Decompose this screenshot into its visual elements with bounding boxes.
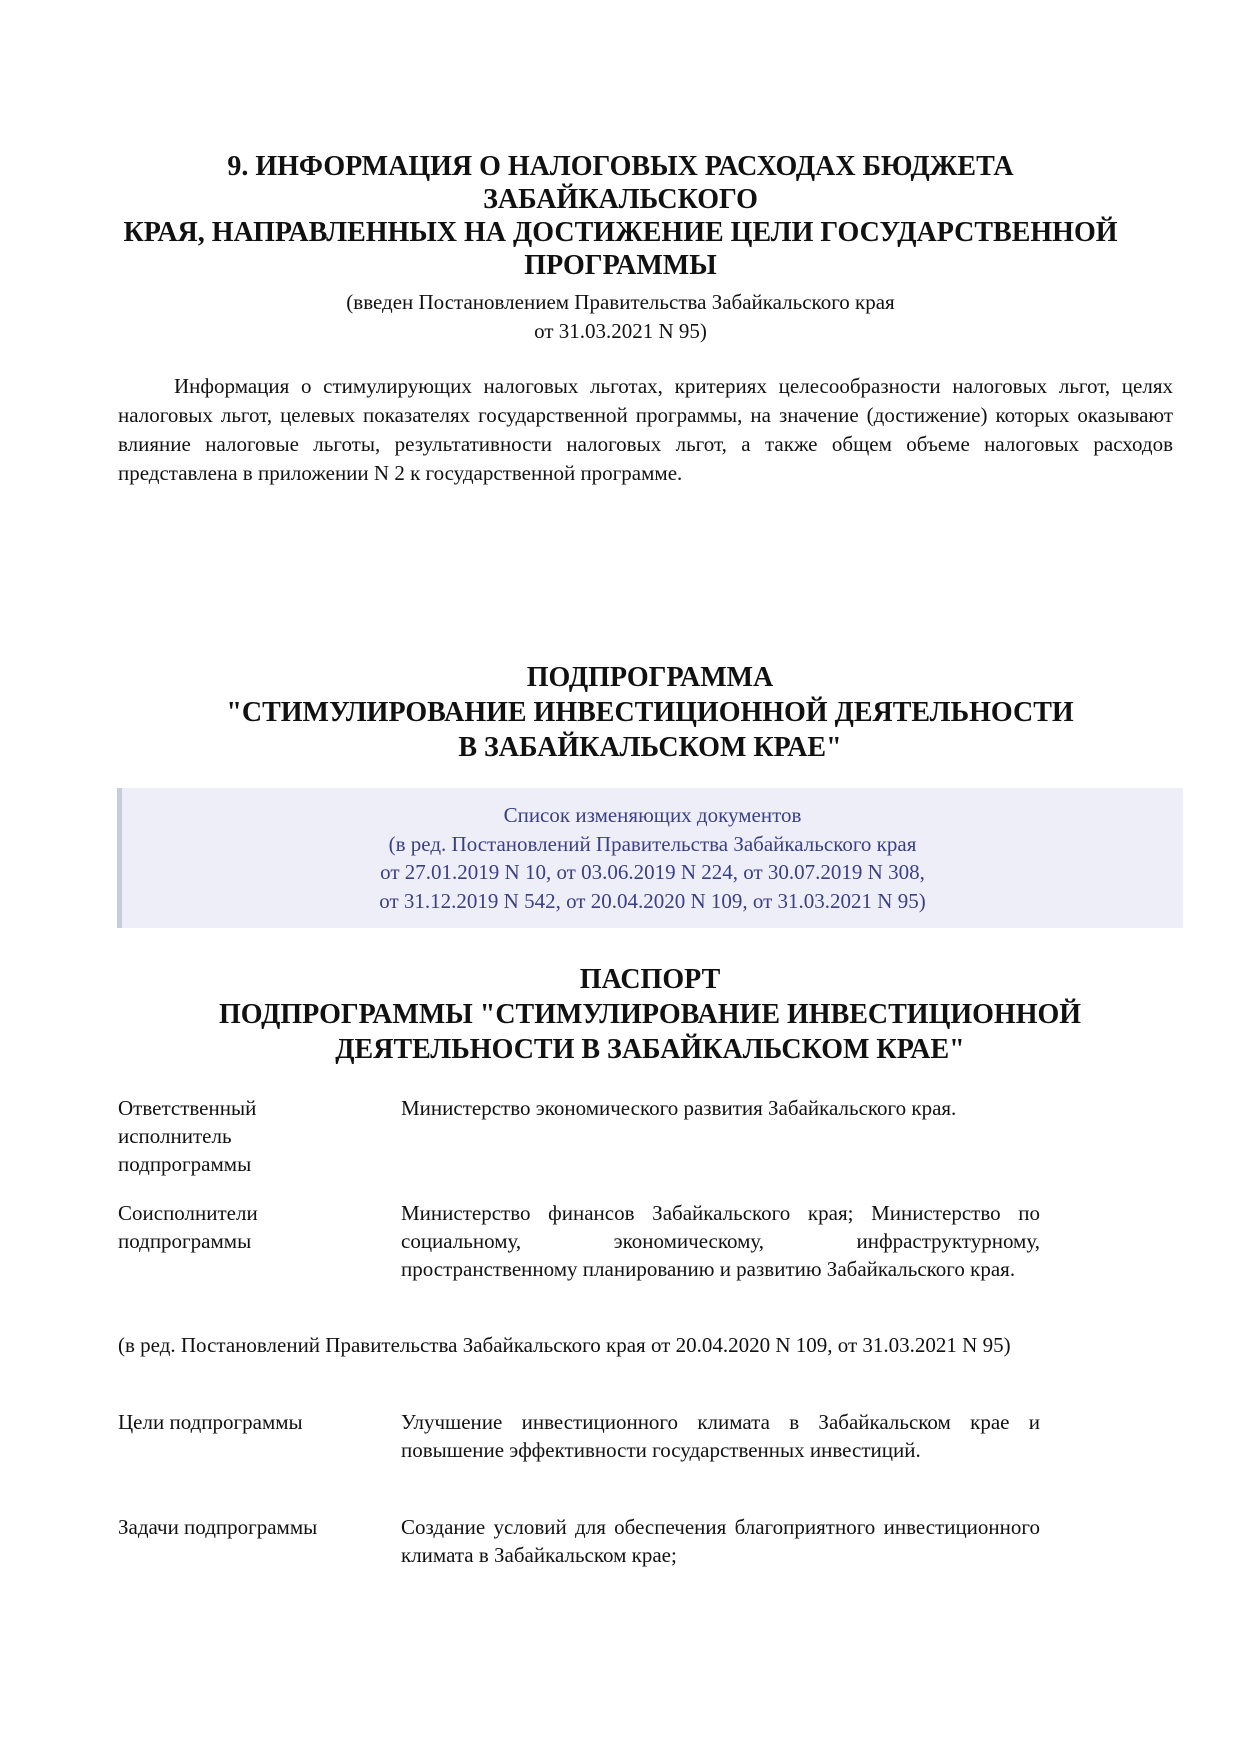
subprogram-title-line: "СТИМУЛИРОВАНИЕ ИНВЕСТИЦИОННОЙ ДЕЯТЕЛЬНОСТИ <box>226 697 1074 728</box>
passport-title-line: ПОДПРОГРАММЫ "СТИМУЛИРОВАНИЕ ИНВЕСТИЦИОННОЙ <box>218 999 1082 1030</box>
row-value: Министерство финансов Забайкальского края; Министерство по социальному, экономическому, инфраструктурному, пространственному планированию и развитию Забайкальского края. <box>401 1201 1040 1281</box>
passport-title-line: ПАСПОРТ <box>579 964 721 995</box>
amending-documents-line: от 27.01.2019 N 10, от 03.06.2019 N 224, от 30.07.2019 N 308, <box>380 860 925 884</box>
subprogram-title <box>110 660 1190 765</box>
row-label: Задачи подпрограммы <box>118 1515 318 1539</box>
tax-info-paragraph: Информация о стимулирующих налоговых льготах, критериях целесообразности налоговых льгот, целях налоговых льгот, целевых показателях государственной программы, на значение (достижение) которых оказывают влияние налоговые льготы, результативности налоговых льгот, а также общем объеме налоговых расходов представлена в приложении N 2 к государственной программе. <box>118 374 1173 485</box>
passport-title <box>110 962 1190 1067</box>
note-line: от 31.03.2021 N 95) <box>534 319 707 343</box>
amending-documents-line: Список изменяющих документов <box>503 803 802 827</box>
row-value: Министерство экономического развития Забайкальского края. <box>401 1096 957 1120</box>
row-label: Цели подпрограммы <box>118 1410 303 1434</box>
subprogram-title-line: В ЗАБАЙКАЛЬСКОМ КРАЕ" <box>458 732 842 763</box>
subprogram-title-line: ПОДПРОГРАММА <box>526 662 774 693</box>
section-9-title-line: ПРОГРАММЫ <box>524 250 717 281</box>
section-9-title <box>110 150 1131 282</box>
section-9-title-line: КРАЯ, НАПРАВЛЕННЫХ НА ДОСТИЖЕНИЕ ЦЕЛИ ГОСУДАРСТВЕННОЙ <box>123 217 1118 248</box>
row-value: Создание условий для обеспечения благоприятного инвестиционного климата в Забайкальском крае; <box>401 1515 1040 1567</box>
amending-documents-box <box>117 788 1183 928</box>
section-9-title-line: ЗАБАЙКАЛЬСКОГО <box>483 184 758 215</box>
row-label: Соисполнители подпрограммы <box>118 1201 258 1253</box>
amending-documents-line: (в ред. Постановлений Правительства Забайкальского края <box>388 831 917 856</box>
row-label: Ответственный исполнитель подпрограммы <box>118 1096 257 1176</box>
section-9-introduced-note <box>110 288 1131 346</box>
coexecutors-amendment-note: (в ред. Постановлений Правительства Забайкальского края от 20.04.2020 N 109, от 31.03.2021 N 95) <box>118 1333 1011 1357</box>
row-value: Улучшение инвестиционного климата в Забайкальском крае и повышение эффективности государственных инвестиций. <box>401 1410 1040 1462</box>
passport-title-line: ДЕЯТЕЛЬНОСТИ В ЗАБАЙКАЛЬСКОМ КРАЕ" <box>335 1034 965 1065</box>
amending-documents-line: от 31.12.2019 N 542, от 20.04.2020 N 109, от 31.03.2021 N 95) <box>379 888 926 913</box>
section-9-title-line: 9. ИНФОРМАЦИЯ О НАЛОГОВЫХ РАСХОДАХ БЮДЖЕТА <box>227 151 1014 182</box>
note-line: (введен Постановлением Правительства Забайкальского края <box>346 290 895 314</box>
